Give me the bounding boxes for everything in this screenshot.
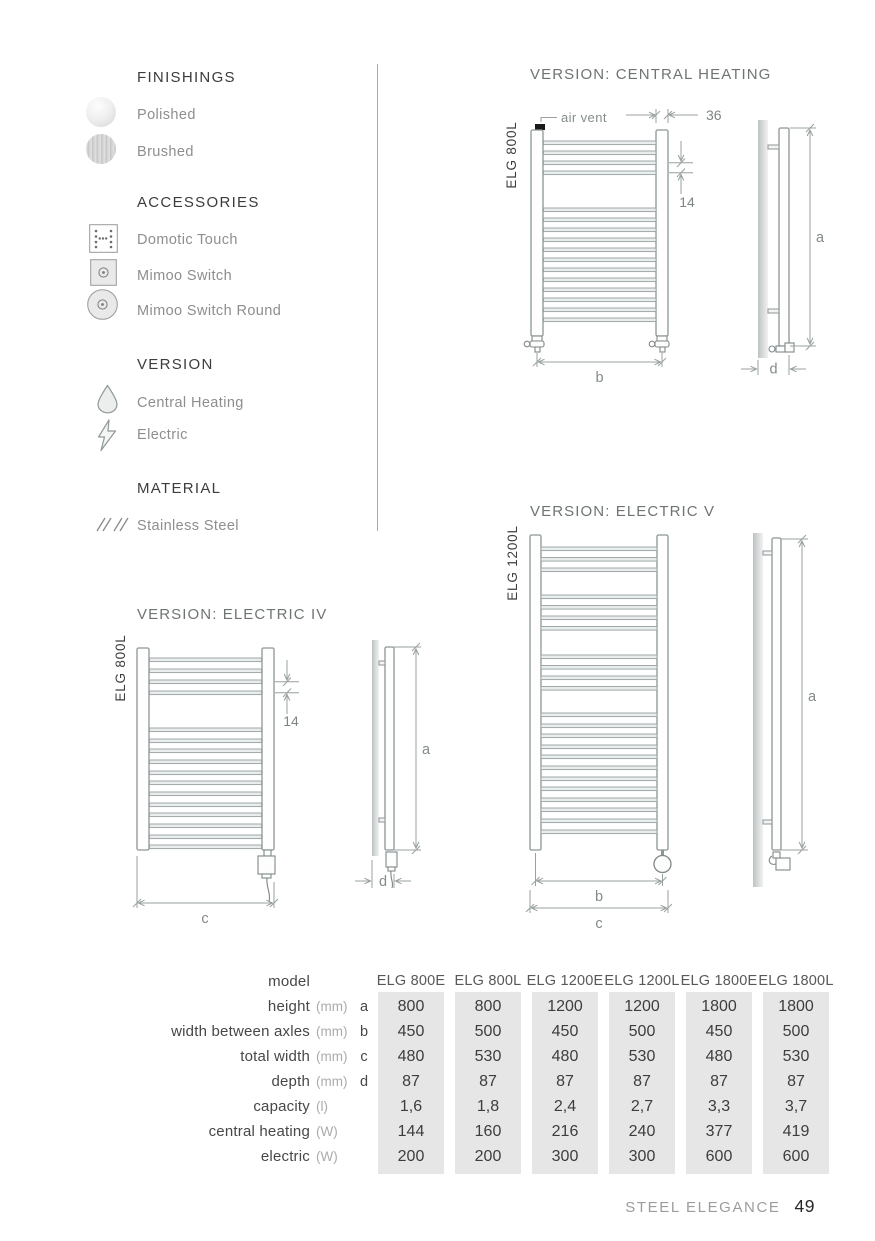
column-header: ELG 1800E <box>680 973 758 989</box>
row-label: depth <box>271 1073 310 1090</box>
table-cell: 240 <box>628 1122 656 1140</box>
column-header: ELG 1200E <box>526 973 604 989</box>
dim-b: b <box>594 889 604 905</box>
air-vent-label: air vent <box>561 110 607 125</box>
table-cell: 600 <box>705 1147 733 1165</box>
dim-d: d <box>769 361 778 378</box>
electric-v-drawing-title: VERSION: ELECTRIC V <box>530 503 716 520</box>
central-heating-label: Central Heating <box>137 395 244 411</box>
side-element <box>769 852 790 870</box>
table-cell: 480 <box>397 1047 425 1065</box>
electric-v-drawing <box>480 525 875 945</box>
front-left-collector <box>137 648 149 850</box>
dim-14: 14 <box>283 713 299 729</box>
table-cell: 1800 <box>778 997 814 1015</box>
electric-element <box>258 850 275 902</box>
table-cell: 216 <box>551 1122 579 1140</box>
table-cell: 800 <box>474 997 502 1015</box>
dim-c: c <box>595 916 603 932</box>
column-header: ELG 1800L <box>758 973 834 989</box>
table-cell: 144 <box>397 1122 425 1140</box>
row-label: width between axles <box>171 1023 310 1040</box>
side-collector <box>779 128 789 346</box>
left-valve <box>524 336 544 352</box>
table-cell: 480 <box>551 1047 579 1065</box>
table-cell: 450 <box>551 1022 579 1040</box>
footer-brand: STEEL ELEGANCE <box>625 1199 781 1216</box>
air-vent-mark <box>535 124 545 130</box>
material-title: MATERIAL <box>137 480 222 497</box>
table-cell: 1800 <box>701 997 737 1015</box>
table-cell: 600 <box>782 1147 810 1165</box>
model-label-elg800l: ELG 800L <box>113 634 128 702</box>
footer-page-number: 49 <box>794 1196 815 1216</box>
table-header-model: model <box>268 972 310 990</box>
table-cell: 300 <box>628 1147 656 1165</box>
column-header: ELG 800E <box>376 973 446 989</box>
row-letter <box>350 1119 378 1144</box>
table-cell: 450 <box>397 1022 425 1040</box>
accessories-title: ACCESSORIES <box>137 194 260 211</box>
front-left-collector <box>530 535 541 850</box>
table-cell: 160 <box>474 1122 502 1140</box>
dim-d: d <box>378 874 388 890</box>
version-title: VERSION <box>137 356 214 373</box>
column-header: ELG 800L <box>454 973 522 989</box>
dim-a: a <box>816 230 825 246</box>
row-label: total width <box>240 1048 310 1065</box>
table-cell: 3,3 <box>707 1097 731 1115</box>
table-cell: 200 <box>397 1147 425 1165</box>
table-cell: 2,4 <box>553 1097 577 1115</box>
domotic-touch-label: Domotic Touch <box>137 232 238 248</box>
vertical-divider <box>377 64 378 531</box>
table-cell: 1,8 <box>476 1097 500 1115</box>
side-collector <box>385 647 394 850</box>
table-cell: 87 <box>479 1072 497 1090</box>
table-cell: 419 <box>782 1122 810 1140</box>
column-header: ELG 1200L <box>604 973 680 989</box>
dim-36: 36 <box>706 107 722 123</box>
mimoo-switch-icon <box>90 259 117 286</box>
stainless-steel-label: Stainless Steel <box>137 518 239 534</box>
table-cell: 87 <box>633 1072 651 1090</box>
wall-section <box>372 640 379 856</box>
central-heating-drawing-title: VERSION: CENTRAL HEATING <box>530 66 772 83</box>
table-cell: 530 <box>628 1047 656 1065</box>
dim-14: 14 <box>679 194 695 210</box>
row-label: electric <box>260 1148 310 1165</box>
finishings-title: FINISHINGS <box>137 69 236 86</box>
electric-label: Electric <box>137 427 188 443</box>
right-valve <box>649 336 669 352</box>
row-letter: d <box>359 1073 369 1090</box>
lightning-bolt-icon <box>95 419 119 452</box>
row-label: height <box>267 998 310 1015</box>
table-cell: 1200 <box>624 997 660 1015</box>
dim-a: a <box>808 689 817 705</box>
spec-table <box>128 968 840 1169</box>
table-cell: 500 <box>782 1022 810 1040</box>
row-letter <box>350 1094 378 1119</box>
side-element <box>386 852 397 888</box>
table-cell: 1,6 <box>399 1097 423 1115</box>
water-drop-icon <box>95 384 120 414</box>
dim-c: c <box>201 911 209 927</box>
table-cell: 800 <box>397 997 425 1015</box>
side-collector <box>772 538 781 850</box>
row-label: central heating <box>208 1123 310 1140</box>
front-right-collector <box>656 130 668 336</box>
table-cell: 87 <box>787 1072 805 1090</box>
brushed-label: Brushed <box>137 144 194 160</box>
wall-section <box>758 120 768 358</box>
rungs <box>150 658 262 849</box>
table-cell: 450 <box>705 1022 733 1040</box>
table-cell: 200 <box>474 1147 502 1165</box>
electric-iv-drawing <box>85 630 445 940</box>
table-cell: 500 <box>474 1022 502 1040</box>
table-cell: 530 <box>782 1047 810 1065</box>
mimoo-switch-round-icon <box>87 289 118 320</box>
mimoo-switch-label: Mimoo Switch <box>137 268 233 284</box>
domotic-touch-icon <box>89 224 118 253</box>
dim-a: a <box>422 742 431 758</box>
row-letter <box>350 1144 378 1169</box>
model-label-elg800l: ELG 800L <box>504 121 519 189</box>
mimoo-switch-round-label: Mimoo Switch Round <box>137 303 282 319</box>
table-cell: 87 <box>710 1072 728 1090</box>
dim-b: b <box>595 370 604 386</box>
row-letter: a <box>359 998 369 1015</box>
rungs <box>544 141 657 322</box>
central-heating-drawing <box>480 95 875 395</box>
table-cell: 2,7 <box>630 1097 654 1115</box>
brushed-swatch-icon <box>86 134 116 164</box>
row-unit: (mm) <box>316 1049 348 1064</box>
table-cell: 377 <box>705 1122 733 1140</box>
row-unit: (mm) <box>316 999 348 1014</box>
row-letter: b <box>359 1023 369 1040</box>
row-unit: (W) <box>316 1124 338 1139</box>
row-unit: (mm) <box>316 1074 348 1089</box>
front-right-collector <box>262 648 274 850</box>
model-label-elg1200l: ELG 1200L <box>505 525 520 601</box>
control-knob <box>654 850 671 873</box>
wall-section <box>753 533 763 887</box>
table-cell: 87 <box>556 1072 574 1090</box>
row-unit: (W) <box>316 1149 338 1164</box>
table-cell: 530 <box>474 1047 502 1065</box>
table-cell: 300 <box>551 1147 579 1165</box>
table-cell: 3,7 <box>784 1097 808 1115</box>
front-right-collector <box>657 535 668 850</box>
row-unit: (l) <box>316 1099 328 1114</box>
row-label: capacity <box>253 1098 310 1115</box>
row-unit: (mm) <box>316 1024 348 1039</box>
front-left-collector <box>531 130 543 336</box>
electric-iv-drawing-title: VERSION: ELECTRIC IV <box>137 606 328 623</box>
page-footer <box>500 1196 815 1217</box>
table-cell: 480 <box>705 1047 733 1065</box>
row-letter: c <box>360 1048 368 1065</box>
table-cell: 1200 <box>547 997 583 1015</box>
polished-label: Polished <box>137 107 196 123</box>
table-cell: 500 <box>628 1022 656 1040</box>
table-cell: 87 <box>402 1072 420 1090</box>
polished-swatch-icon <box>86 97 116 127</box>
stainless-hatch-icon <box>96 516 129 533</box>
rungs <box>541 547 657 834</box>
